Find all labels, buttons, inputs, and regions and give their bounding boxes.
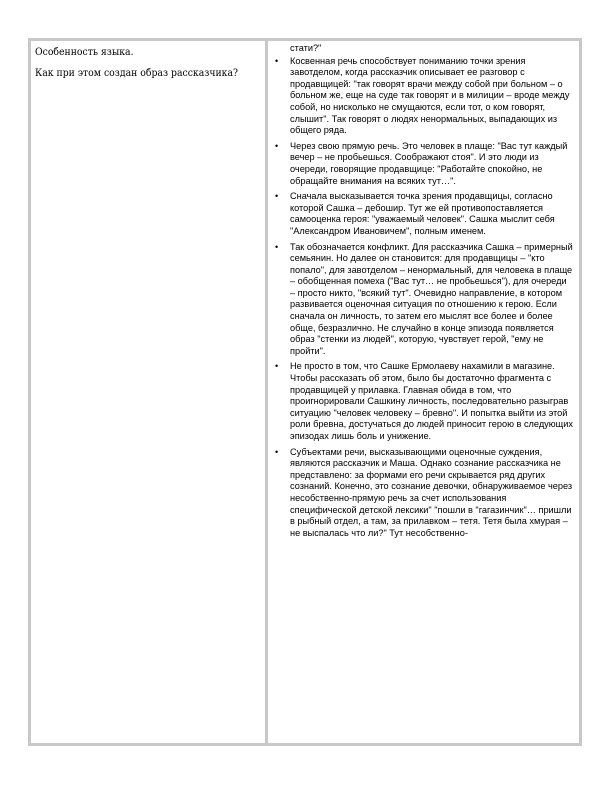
content-table <box>28 38 582 746</box>
bullet-icon: • <box>275 55 279 66</box>
analysis-bullet-list <box>272 56 573 540</box>
left-column-cell <box>31 41 268 743</box>
bullet-text: Так обозначается конфликт. Для рассказчика Сашка – примерный семьянин. Но далее он становится: для продавщицы – "кто попало", для завотделом – ненормальный, для человека в плаще – обобщенная помеха ("Вас тут… не пробьешься"), для очереди – просто никто, "всякий тут". Очевидно направление, в котором развивается оценочная ситуация по отношению к герою. Если сначала он личность, то затем его мыслят все более и более обще, безразлично. Не случайно в конце эпизода появляется образ "стенки из людей", которую, чувствует герой, "ему не пройти". <box>290 241 573 356</box>
bullet-icon: • <box>275 191 279 202</box>
list-item <box>272 242 573 358</box>
bullet-text: Сначала высказывается точка зрения продавщицы, согласно которой Сашка – дебошир. Тут же ей противопоставляется самооценка героя: "уважаемый человек". Сашка мыслит себя "Александром Ивановичем", полным именем. <box>290 191 555 236</box>
list-item <box>272 361 573 442</box>
continuation-text: стати?" <box>290 43 322 53</box>
right-column-cell <box>268 41 579 743</box>
bullet-icon: • <box>275 140 279 151</box>
list-item <box>272 191 573 237</box>
bullet-icon: • <box>275 361 279 372</box>
list-item <box>272 447 573 540</box>
bullet-text: Не просто в том, что Сашке Ермолаеву нахамили в магазине. Чтобы рассказать об этом, было бы достаточно фрагмента с продавщицей у прилавка. Главная обида в том, что проигнорировали Сашкину личность, последовательно разыграв ситуацию "человек человеку – бревно". И попытка выйти из этой роли бревна, достучаться до людей приносит герою в следующих эпизодах лишь боль и унижение. <box>290 361 573 441</box>
bullet-icon: • <box>275 241 279 252</box>
feature-heading: Особенность языка. <box>35 47 134 58</box>
list-item <box>272 56 573 137</box>
narrator-question: Как при этом создан образ рассказчика? <box>35 68 239 79</box>
bullet-text: Субъектами речи, высказывающими оценочные суждения, являются рассказчик и Маша. Однако сознание рассказчика не представлено: за формами его речи скрывается ряд других сознаний. Конечно, это сознание девочки, обнаруживаемое через несобственно-прямую речь за счет использования специфической детской лексики" "пошли в "гагазинчик"… пришли в рыбный отдел, а там, за прилавком – тетя. Тетя была хмурая – не выспалась что ли?" Тут несобственно- <box>290 446 573 538</box>
list-item <box>272 141 573 187</box>
bullet-text: Через свою прямую речь. Это человек в плаще: "Вас тут каждый вечер – не пробьешься. Соображают стоя". И это люди из очереди, говорящие продавщице: "Работайте спокойно, не обращайте внимания на всяких тут…". <box>290 140 568 186</box>
bullet-text: Косвенная речь способствует пониманию точки зрения завотделом, когда рассказчик описывает ее разговор с продавщицей: "так говорят врачи между собой при больном – о больном же, еще на суде так говорят и в милиции – вроде между собой, но нисколько не смущаются, если тот, о ком говорят, слышит". Так говорят о людях ненормальных, выпадающих из общего ряда. <box>290 55 570 136</box>
bullet-icon: • <box>275 446 279 457</box>
